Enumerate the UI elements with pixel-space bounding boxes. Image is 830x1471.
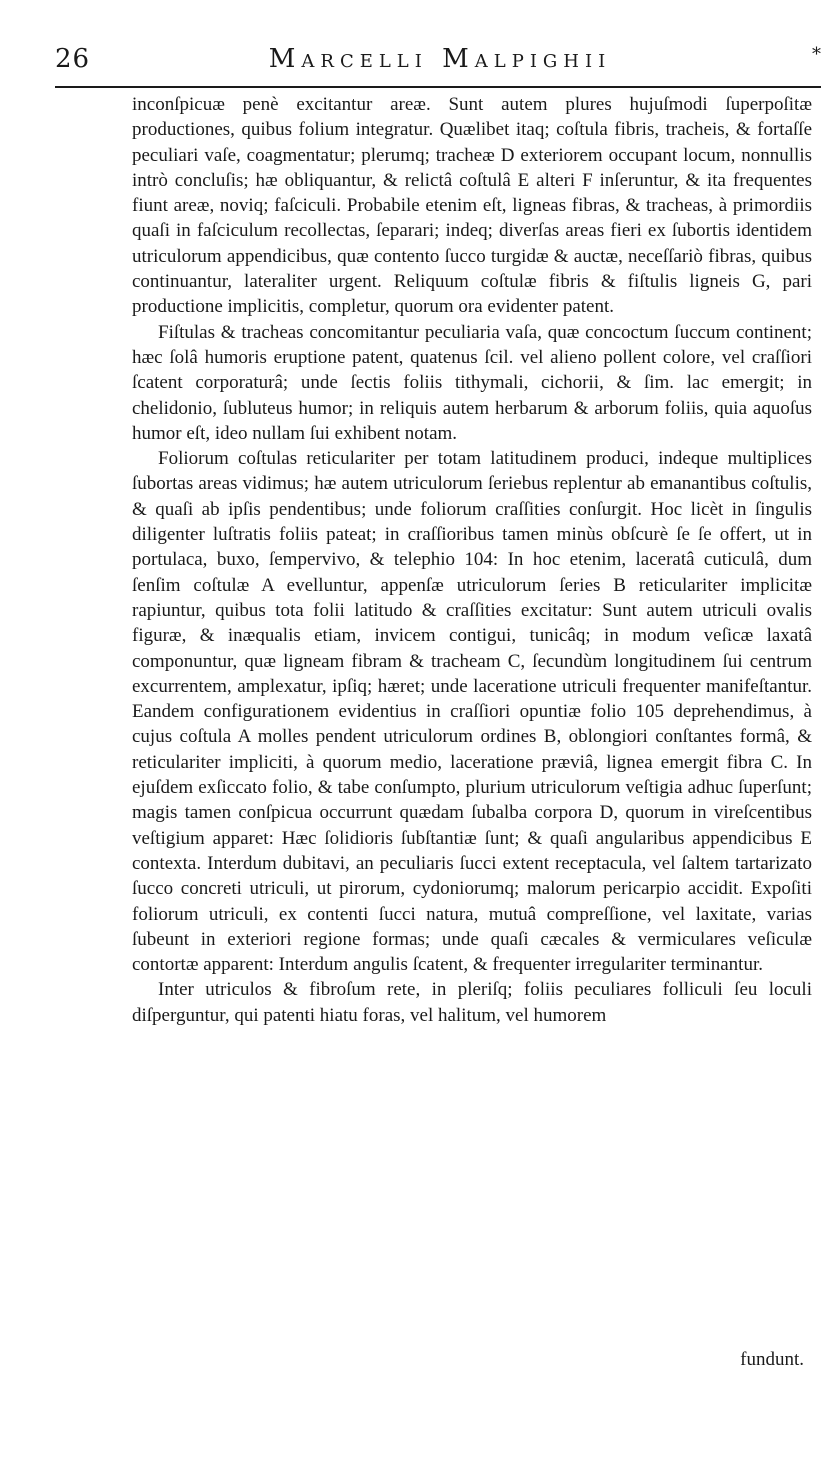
page-number: 26 <box>55 44 91 74</box>
header-rule <box>55 86 821 88</box>
paragraph-3: Foliorum coſtulas reticulariter per totam latitudinem produci, indeque multiplices ſubortas areas vidimus; hæ autem utriculorum ſeriebus replentur ab emanantibus coſtulis, & quaſi ab ipſis pendentibus; unde foliorum craſſities conſurgit. Hoc licèt in ſingulis diligenter luſtratis foliis pateat; in craſſioribus tamen minùs obſcurè ſe ſe offert, ut in portulaca, buxo, ſempervivo, & telephio 104: In hoc etenim, laceratâ cuticulâ, dum ſenſim coſtulæ A evelluntur, appenſæ utriculorum ſeries B reticulariter implicitæ rapiuntur, quibus tota folii latitudo & craſſities excitatur: Sunt autem utriculi ovalis figuræ, & inæqualis etiam, invicem contigui, tunicâq; in modum veſicæ laxatâ componuntur, quæ ligneam fibram & tracheam C, ſecundùm longitudinem ſui centrum excurrentem, amplexatur, ipſiq; hæret; unde laceratione utriculi frequenter manifeſtantur. Eandem configurationem evidentius in craſſiori opuntiæ folio 105 deprehendimus, à cujus coſtula A molles pendent utriculorum ordines B, oblongiori conſtantes formâ, & reticulariter impliciti, à quorum medio, laceratione præviâ, lignea emergit fibra C. In ejuſdem exſiccato folio, & tabe conſumpto, plurium utriculorum veſtigia adhuc ſuperſunt; magis tamen conſpicua occurrunt quædam ſubalba corpora D, quorum in vireſcentibus veſtigium apparet: Hæc ſolidioris ſubſtantiæ ſunt; & quaſi angularibus appendicibus E contexta. Interdum dubitavi, an peculiaris ſucci extent receptacula, vel ſaltem tartarizato ſucco concreti utriculi, ut pirorum, cydoniorumq; malorum pericarpio accidit. Expoſiti foliorum utriculi, ex contenti ſucci natura, mutuâ compreſſione, vel laxitate, varias ſubeunt in exteriori regione formas; unde quaſi cæcales & vermiculares veſiculæ contortæ apparent: Interdum angulis ſcatent, & frequenter irregulariter terminantur. <box>132 448 812 976</box>
catchword: fundunt. <box>740 1349 804 1370</box>
paragraph-4: Inter utriculos & fibroſum rete, in pleriſq; foliis peculiares folliculi ſeu loculi diſperguntur, qui patenti hiatu foras, vel halitum, vel humorem <box>132 979 812 1026</box>
paragraph-2: Fiſtulas & tracheas concomitantur peculiaria vaſa, quæ concoctum ſuccum continent; hæc ſolâ humoris eruptione patent, quatenus ſcil. vel alieno pollent colore, vel craſſiori ſcatent corporaturâ; unde ſectis foliis tithymali, cichorii, & ſim. lac emergit; in chelidonio, ſubluteus humor; in reliquis autem herbarum & arborum foliis, quia aquoſus humor eſt, ideo nullam ſui exhibent notam. <box>132 321 812 444</box>
running-title: Marcelli Malpighii <box>268 44 612 74</box>
page-header <box>55 40 825 80</box>
paragraph-1: inconſpicuæ penè excitantur areæ. Sunt autem plures hujuſmodi ſuperpoſitæ productiones, quibus folium integratur. Quælibet itaq; coſtula fibris, tracheis, & fortaſſe peculiari vaſe, coagmentatur; plerumq; tracheæ D exteriorem occupant locum, nonnullis intrò concluſis; hæ obliquantur, & relictâ coſtulâ E alteri F inſeruntur, & ita frequentes fiunt areæ, noviq; faſciculi. Probabile etenim eſt, ligneas fibras, & tracheas, à primordiis quaſi in faſciculum recollectas, ſeparari; indeq; diverſas areas fieri ex ſubortis identidem utriculorum appendicibus, quæ contento ſucco turgidæ & auctæ, neceſſariò fibras, quibus continuantur, lateraliter urgent. Reliquum coſtulæ fibris & fiſtulis ligneis G, pari productione implicitis, completur, quorum ora evidenter patent. <box>132 94 812 318</box>
body-text <box>132 92 812 1028</box>
ornament-star: * <box>812 44 821 65</box>
